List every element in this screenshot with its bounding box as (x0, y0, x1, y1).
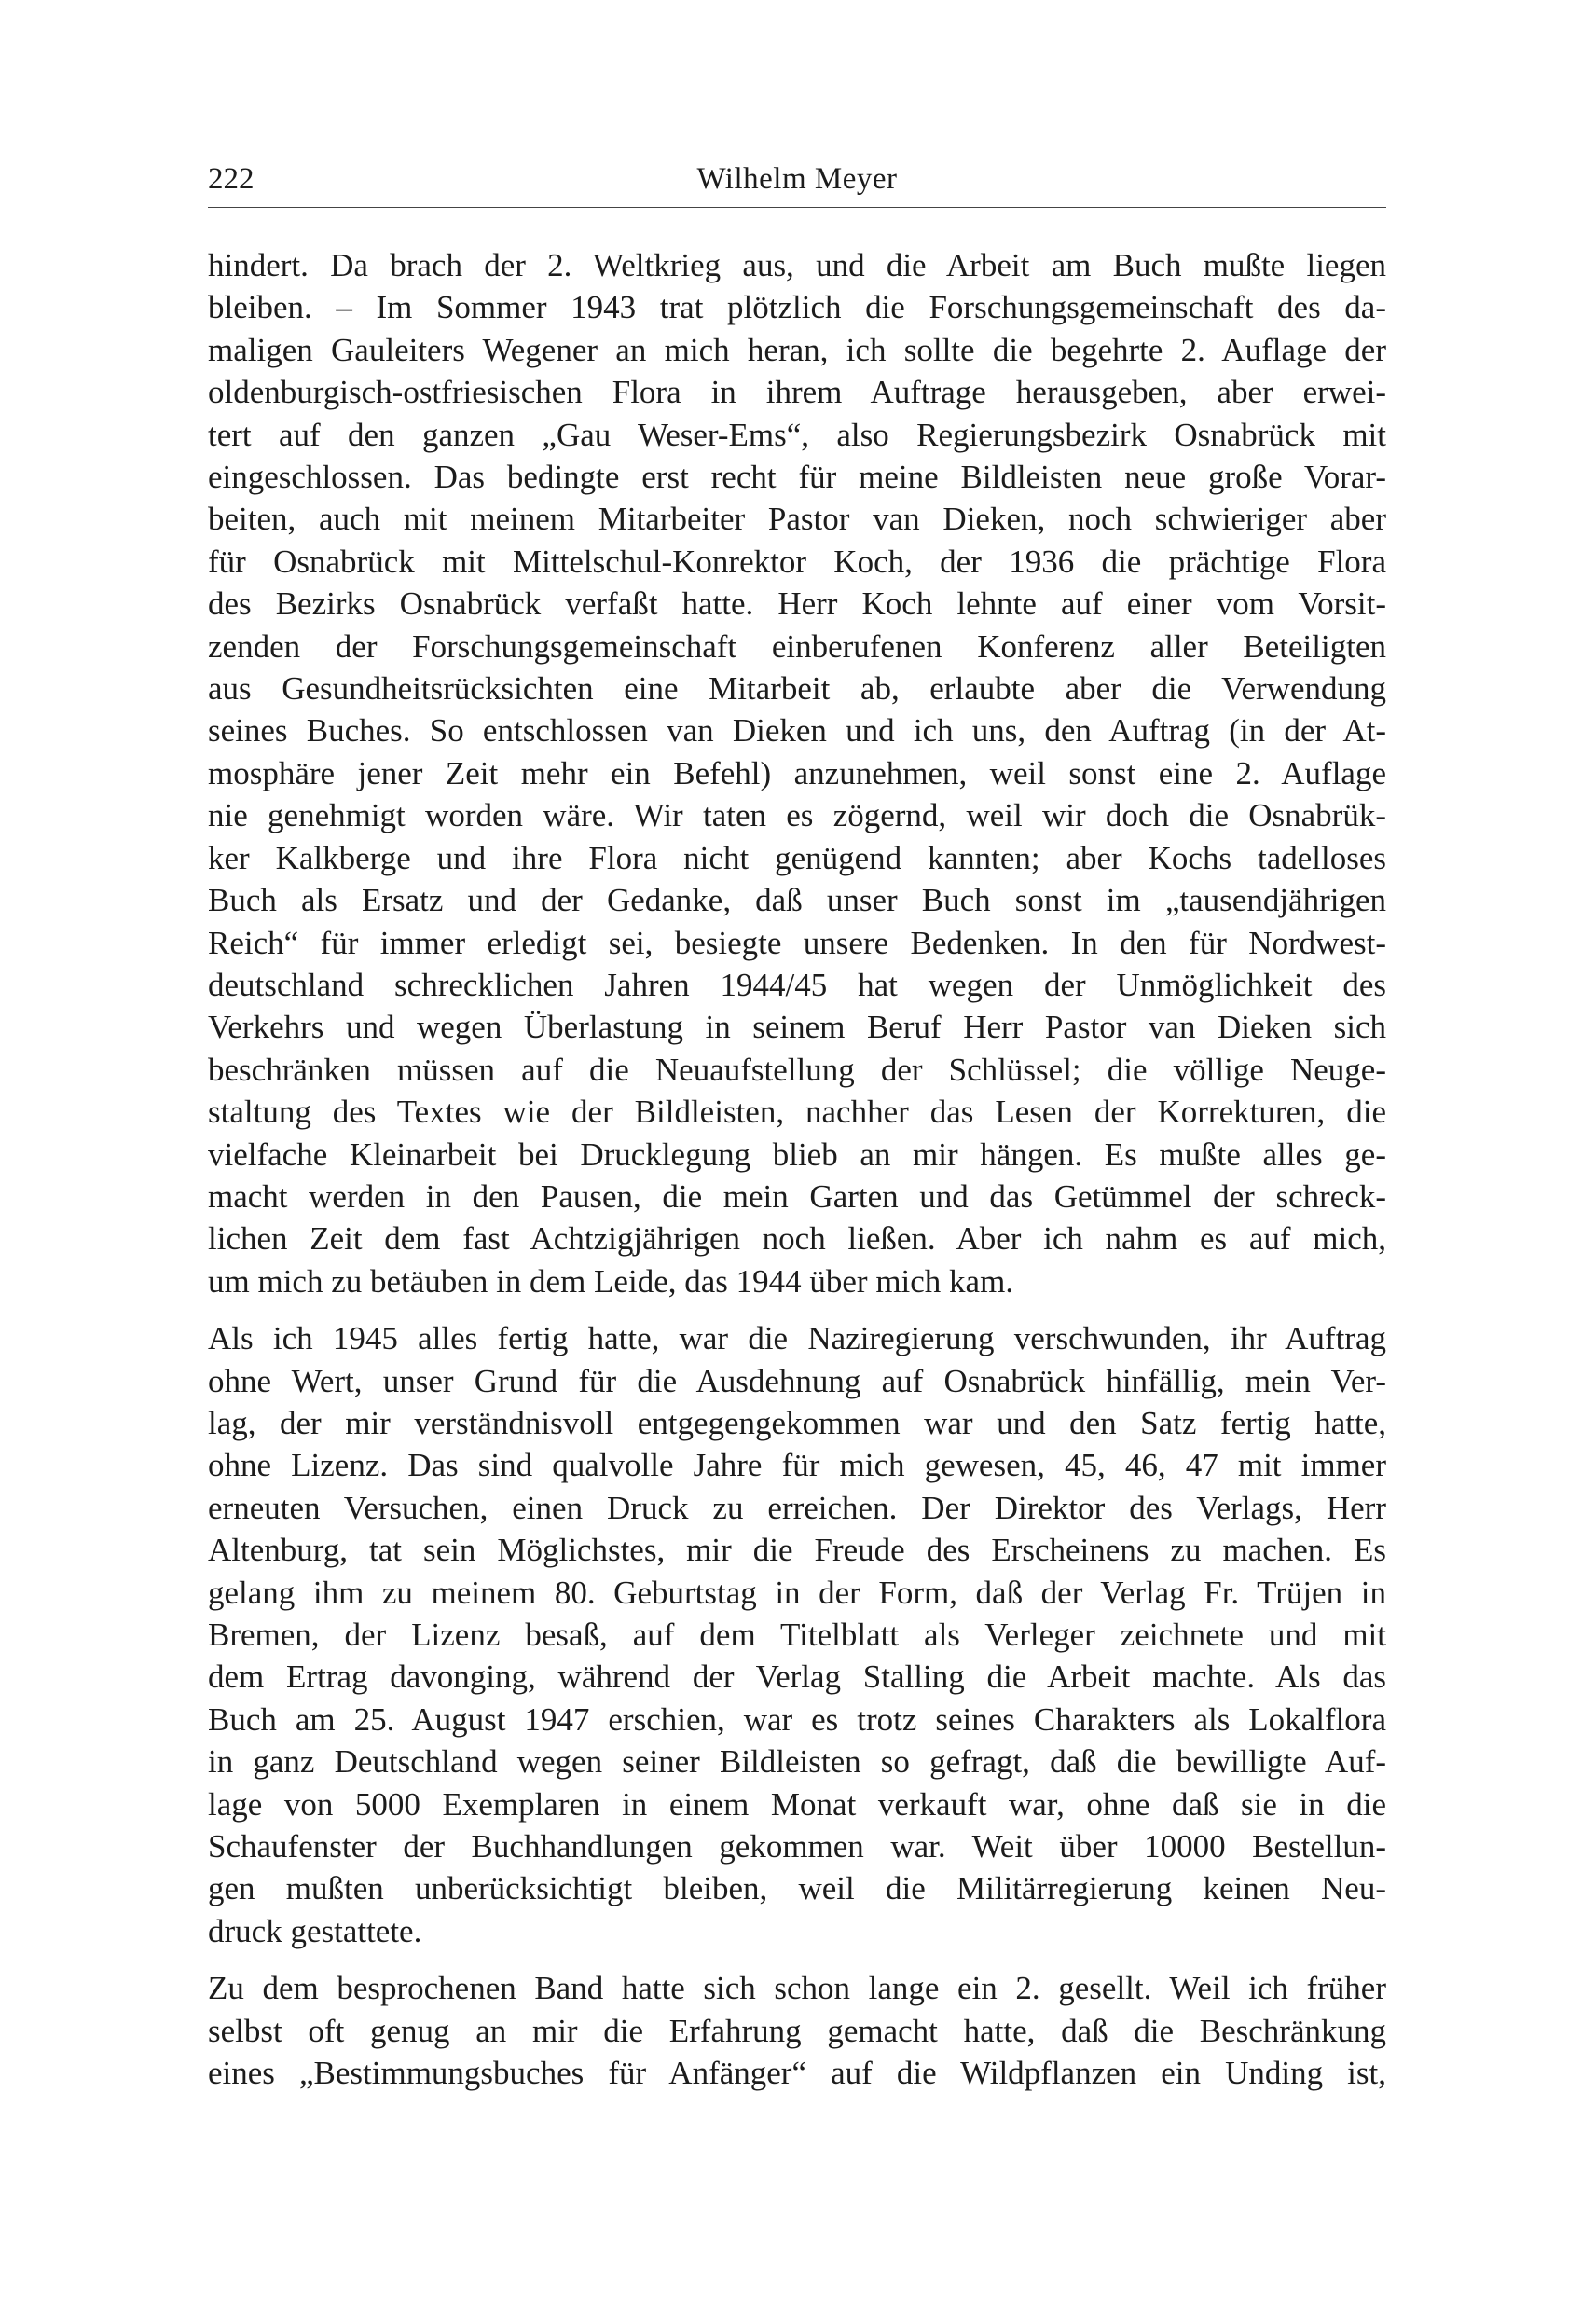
text-line: mosphäre jener Zeit mehr ein Befehl) anzunehmen, weil sonst eine 2. Auflage (208, 754, 1386, 791)
text-line: vielfache Kleinarbeit bei Drucklegung blieb an mir hängen. Es mußte alles ge- (208, 1135, 1386, 1173)
text-line: erneuten Versuchen, einen Druck zu erreichen. Der Direktor des Verlags, Herr (208, 1489, 1386, 1526)
text-line: ohne Lizenz. Das sind qualvolle Jahre für mich gewesen, 45, 46, 47 mit immer (208, 1447, 1386, 1484)
paragraph (208, 1317, 1386, 1952)
header-rule (208, 207, 1386, 208)
paragraph (208, 244, 1386, 1302)
text-line: Verkehrs und wegen Überlastung in seinem Beruf Herr Pastor van Dieken sich (208, 1009, 1386, 1046)
paragraph (208, 1967, 1386, 2094)
text-line: selbst oft genug an mir die Erfahrung gemacht hatte, daß die Beschränkung (208, 2012, 1386, 2049)
text-line: bleiben. – Im Sommer 1943 trat plötzlich die Forschungsgemeinschaft des da- (208, 289, 1386, 326)
text-line: des Bezirks Osnabrück verfaßt hatte. Herr Koch lehnte auf einer vom Vorsit- (208, 585, 1386, 623)
text-line: beiten, auch mit meinem Mitarbeiter Pastor van Dieken, noch schwieriger aber (208, 501, 1386, 538)
text-line: Als ich 1945 alles fertig hatte, war die Naziregierung verschwunden, ihr Auftrag (208, 1320, 1386, 1357)
text-line: deutschland schrecklichen Jahren 1944/45 hat wegen der Unmöglichkeit des (208, 966, 1386, 1003)
text-line: hindert. Da brach der 2. Weltkrieg aus, und die Arbeit am Buch mußte liegen (208, 247, 1386, 283)
text-line: eines „Bestimmungsbuches für Anfänger“ auf die Wildpflanzen ein Unding ist, (208, 2055, 1386, 2092)
text-line: gelang ihm zu meinem 80. Geburtstag in der Form, daß der Verlag Fr. Trüjen in (208, 1574, 1386, 1611)
text-line: nie genehmigt worden wäre. Wir taten es zögernd, weil wir doch die Osnabrük- (208, 797, 1386, 834)
text-line: ohne Wert, unser Grund für die Ausdehnung auf Osnabrück hinfällig, mein Ver- (208, 1362, 1386, 1399)
text-line: aus Gesundheitsrücksichten eine Mitarbeit ab, erlaubte aber die Verwendung (208, 670, 1386, 708)
text-line: Buch am 25. August 1947 erschien, war es trotz seines Charakters als Lokalflora (208, 1700, 1386, 1738)
text-line: seines Buches. So entschlossen van Dieken und ich uns, den Auftrag (in der At- (208, 712, 1386, 750)
page-number: 222 (208, 162, 255, 196)
text-line: für Osnabrück mit Mittelschul-Konrektor Koch, der 1936 die prächtige Flora (208, 543, 1386, 580)
text-line: Buch als Ersatz und der Gedanke, daß unser Buch sonst im „tausendjährigen (208, 882, 1386, 919)
text-line: Altenburg, tat sein Möglichstes, mir die Freude des Erscheinens zu machen. Es (208, 1532, 1386, 1569)
text-line: lage von 5000 Exemplaren in einem Monat verkauft war, ohne daß sie in die (208, 1785, 1386, 1823)
text-line: beschränken müssen auf die Neuaufstellung der Schlüssel; die völlige Neuge- (208, 1051, 1386, 1088)
text-line: um mich zu betäuben in dem Leide, das 1944 über mich kam. (208, 1262, 1014, 1300)
text-line: ker Kalkberge und ihre Flora nicht genügend kannten; aber Kochs tadelloses (208, 839, 1386, 876)
text-line: in ganz Deutschland wegen seiner Bildleisten so gefragt, daß die bewilligte Auf- (208, 1743, 1386, 1781)
text-line: oldenburgisch-ostfriesischen Flora in ihrem Auftrage herausgeben, aber erwei- (208, 374, 1386, 411)
running-head (208, 157, 1386, 201)
text-line: maligen Gauleiters Wegener an mich heran, ich sollte die begehrte 2. Auflage der (208, 331, 1386, 368)
text-line: zenden der Forschungsgemeinschaft einberufenen Konferenz aller Beteiligten (208, 627, 1386, 665)
running-title: Wilhelm Meyer (696, 162, 898, 196)
text-line: Zu dem besprochenen Band hatte sich schon lange ein 2. gesellt. Weil ich früher (208, 1970, 1386, 2007)
text-line: eingeschlossen. Das bedingte erst recht für meine Bildleisten neue große Vorar- (208, 459, 1386, 496)
text-line: lag, der mir verständnisvoll entgegengekommen war und den Satz fertig hatte, (208, 1404, 1386, 1441)
text-line: tert auf den ganzen „Gau Weser-Ems“, also Regierungsbezirk Osnabrück mit (208, 416, 1386, 453)
text-line: dem Ertrag davonging, während der Verlag Stalling die Arbeit machte. Als das (208, 1658, 1386, 1696)
text-line: gen mußten unberücksichtigt bleiben, weil die Militärregierung keinen Neu- (208, 1870, 1386, 1907)
text-line: Reich“ für immer erledigt sei, besiegte unsere Bedenken. In den für Nordwest- (208, 924, 1386, 961)
body-text (208, 244, 1386, 2094)
text-line: staltung des Textes wie der Bildleisten, nachher das Lesen der Korrekturen, die (208, 1094, 1386, 1131)
text-line: Schaufenster der Buchhandlungen gekommen war. Weit über 10000 Bestellun- (208, 1828, 1386, 1865)
text-line: lichen Zeit dem fast Achtzigjährigen noch ließen. Aber ich nahm es auf mich, (208, 1220, 1386, 1258)
text-line: druck gestattete. (208, 1912, 422, 1949)
text-line: Bremen, der Lizenz besaß, auf dem Titelblatt als Verleger zeichnete und mit (208, 1617, 1386, 1653)
text-line: macht werden in den Pausen, die mein Garten und das Getümmel der schreck- (208, 1177, 1386, 1215)
